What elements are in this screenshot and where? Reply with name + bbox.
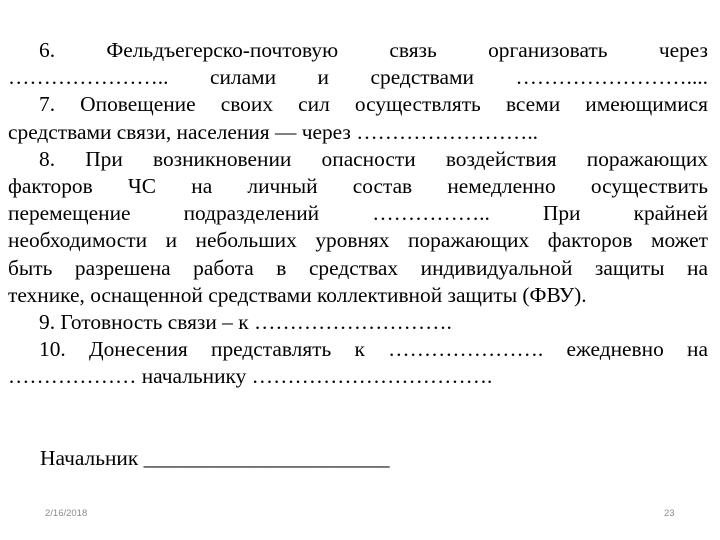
paragraph-8-line-2: факторов ЧС на личный состав немедленно осуществить xyxy=(8,173,708,198)
paragraph-8-line-5: быть разрешена работа в средствах индивидуальной защиты на xyxy=(8,255,708,280)
paragraph-10-line-1: 10. Донесения представлять к …………………. ежедневно на xyxy=(39,337,708,362)
paragraph-7-line-2: средствами связи, населения — через …………………….. xyxy=(8,119,539,144)
paragraph-8-line-3: перемещение подразделений …………….. При крайней xyxy=(8,201,708,226)
paragraph-8-line-4: необходимости и небольших уровнях поражающих факторов может xyxy=(8,228,708,253)
document-body xyxy=(8,37,708,390)
footer-date: 2/16/2018 xyxy=(45,508,88,519)
paragraph-9-line-1: 9. Готовность связи – к ………………………. xyxy=(39,309,452,334)
signature-line: Начальник _______________________ xyxy=(40,446,390,470)
paragraph-6-line-2: ………………….. силами и средствами …………………….... xyxy=(8,65,708,90)
paragraph-7-line-1: 7. Оповещение своих сил осуществлять всеми имеющимися xyxy=(39,92,708,117)
paragraph-6-line-1: 6. Фельдъегерско-почтовую связь организовать через xyxy=(39,38,708,62)
paragraph-8-line-1: 8. При возникновении опасности воздействия поражающих xyxy=(39,146,708,171)
paragraph-8-line-6: технике, оснащенной средствами коллективной защиты (ФВУ). xyxy=(8,282,587,307)
page-number: 23 xyxy=(664,508,675,519)
paragraph-10-line-2: ……………… начальнику ……………………………. xyxy=(8,364,493,389)
